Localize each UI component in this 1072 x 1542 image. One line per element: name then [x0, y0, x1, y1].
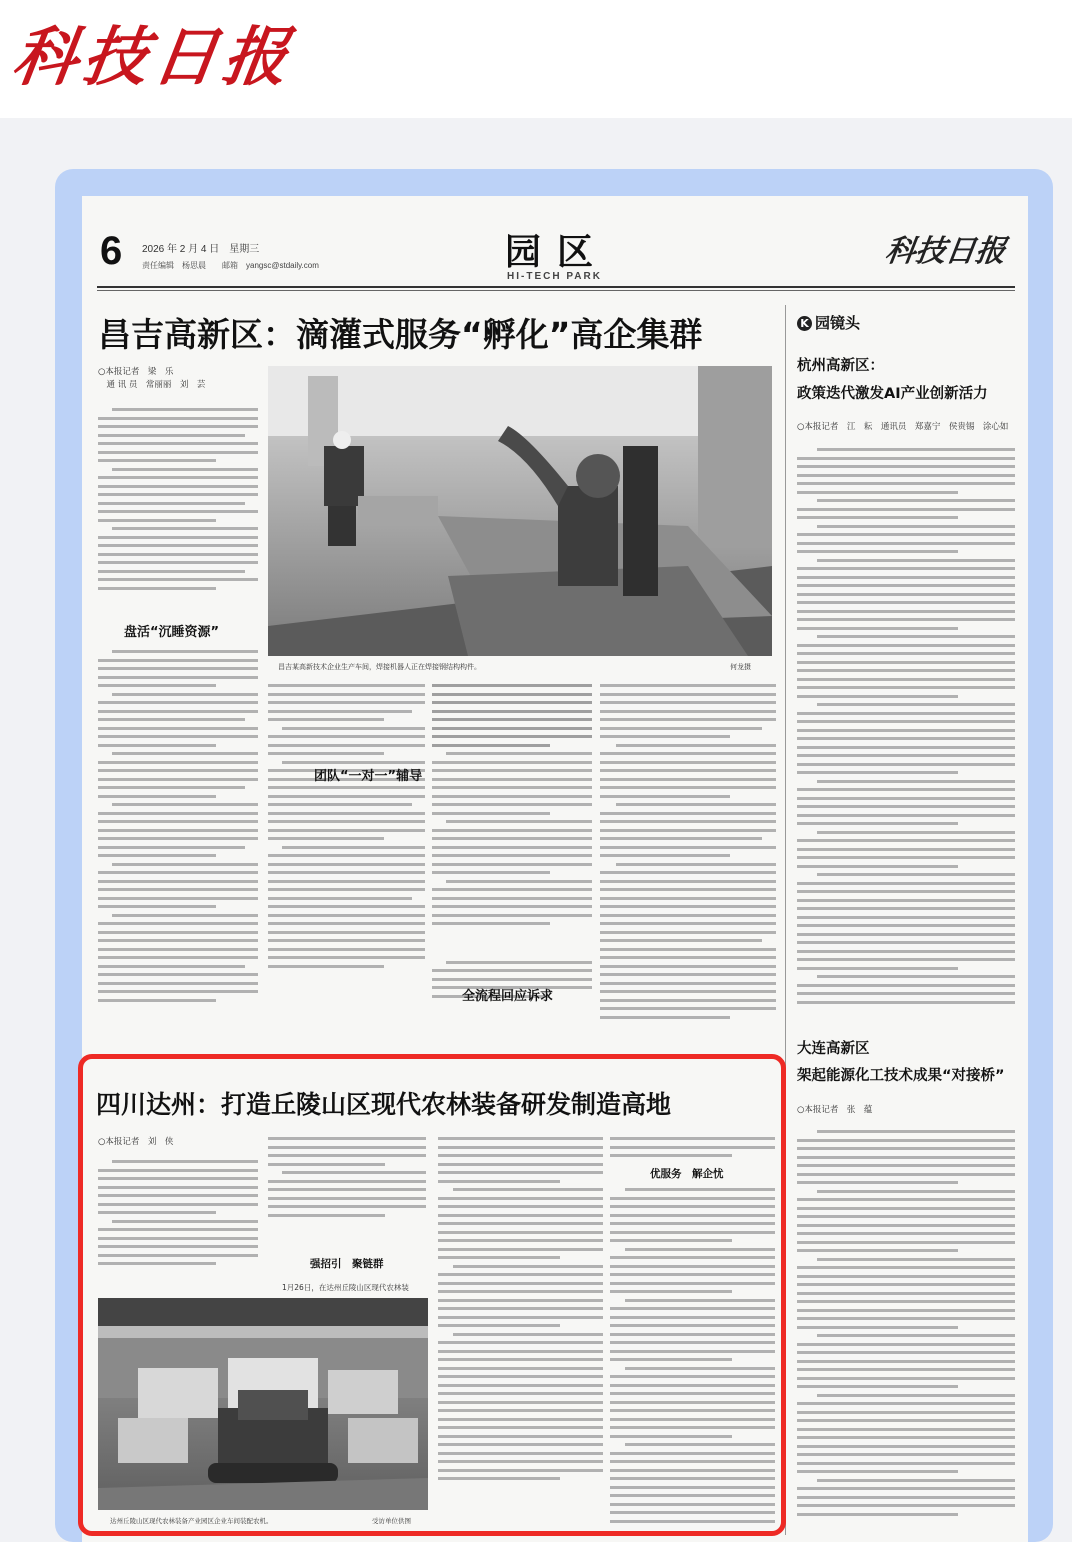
sidebar-item1-byline: ○本报记者 江 耘 通讯员 郑嘉宁 侯贵锡 涂心如 — [797, 422, 1009, 432]
article2-photo[interactable] — [98, 1298, 428, 1510]
article2-col1-text — [98, 1160, 258, 1268]
header-rule-thin — [97, 290, 1015, 291]
article2-byline: ○本报记者 刘 侠 — [98, 1137, 174, 1147]
article2-subhead-1: 强招引 聚链群 — [310, 1258, 384, 1270]
sidebar-tag-label: 园镜头 — [815, 314, 861, 332]
article1-photo[interactable] — [268, 366, 772, 656]
header-rule — [97, 286, 1015, 288]
sidebar-item2-text — [797, 1130, 1015, 1530]
article1-photo-credit: 何龙摄 — [730, 663, 751, 671]
sidebar-item1-text — [797, 448, 1015, 1008]
section-subtitle: HI-TECH PARK — [507, 271, 602, 282]
page-number: 6 — [100, 229, 123, 273]
section-title: 园区 — [505, 232, 610, 273]
article2-headline[interactable]: 四川达州：打造丘陵山区现代农林装备研发制造高地 — [96, 1090, 672, 1119]
article2-photo-credit: 受访单位供图 — [372, 1517, 411, 1525]
article2-photo-note: 1月26日，在达州丘陵山区现代农林装 — [282, 1283, 409, 1292]
article2-col4-text-a — [610, 1137, 775, 1159]
page-editor: 责任编辑 杨思晨 邮箱 yangsc@stdaily.com — [142, 261, 319, 270]
article1-subhead-1: 盘活“沉睡资源” — [124, 625, 220, 640]
sidebar-item1-headline-2[interactable]: 政策迭代激发AI产业创新活力 — [797, 386, 988, 402]
sidebar-item1-headline[interactable]: 杭州高新区： — [797, 358, 884, 374]
article1-col1-text-a — [98, 408, 258, 608]
sidebar-tag — [797, 312, 860, 333]
page-date: 2026 年 2 月 4 日 星期三 — [142, 244, 260, 255]
article2-col2-text — [268, 1137, 426, 1245]
article1-col2-text — [268, 684, 425, 1046]
article1-byline-2: 通 讯 员 常丽丽 刘 芸 — [98, 380, 206, 390]
article2-photo-caption: 达州丘陵山区现代农林装备产业园区企业车间装配农机。 — [110, 1517, 273, 1525]
article1-subhead-3: 全流程回应诉求 — [462, 989, 554, 1004]
article1-col4-text — [600, 684, 776, 1046]
article1-photo-caption: 昌吉某高新技术企业生产车间，焊接机器人正在焊接钢结构构件。 — [278, 663, 481, 671]
article1-byline: ○本报记者 梁 乐 — [98, 367, 174, 377]
masthead — [0, 0, 1072, 120]
sidebar-item2-headline-2[interactable]: 架起能源化工技术成果“对接桥” — [797, 1068, 1005, 1084]
article2-subhead-2: 优服务 解企忧 — [650, 1168, 724, 1180]
article1-col1-text-b — [98, 650, 258, 1050]
article2-col3-text — [438, 1137, 603, 1529]
farm-machinery-image — [98, 1298, 428, 1510]
newspaper-logo: 科技日报 — [7, 20, 299, 95]
article2-col4-text — [610, 1188, 775, 1528]
sidebar-item2-byline: ○本报记者 张 蕴 — [797, 1105, 873, 1115]
article1-headline[interactable]: 昌吉高新区：滴灌式服务“孵化”高企集群 — [98, 315, 703, 354]
camera-lens-icon: K — [797, 316, 812, 331]
paper-logo: 科技日报 — [883, 234, 1008, 269]
sidebar-item2-headline[interactable]: 大连高新区 — [797, 1041, 870, 1057]
factory-robot-image — [268, 366, 772, 656]
article1-subhead-2: 团队“一对一”辅导 — [314, 769, 423, 784]
